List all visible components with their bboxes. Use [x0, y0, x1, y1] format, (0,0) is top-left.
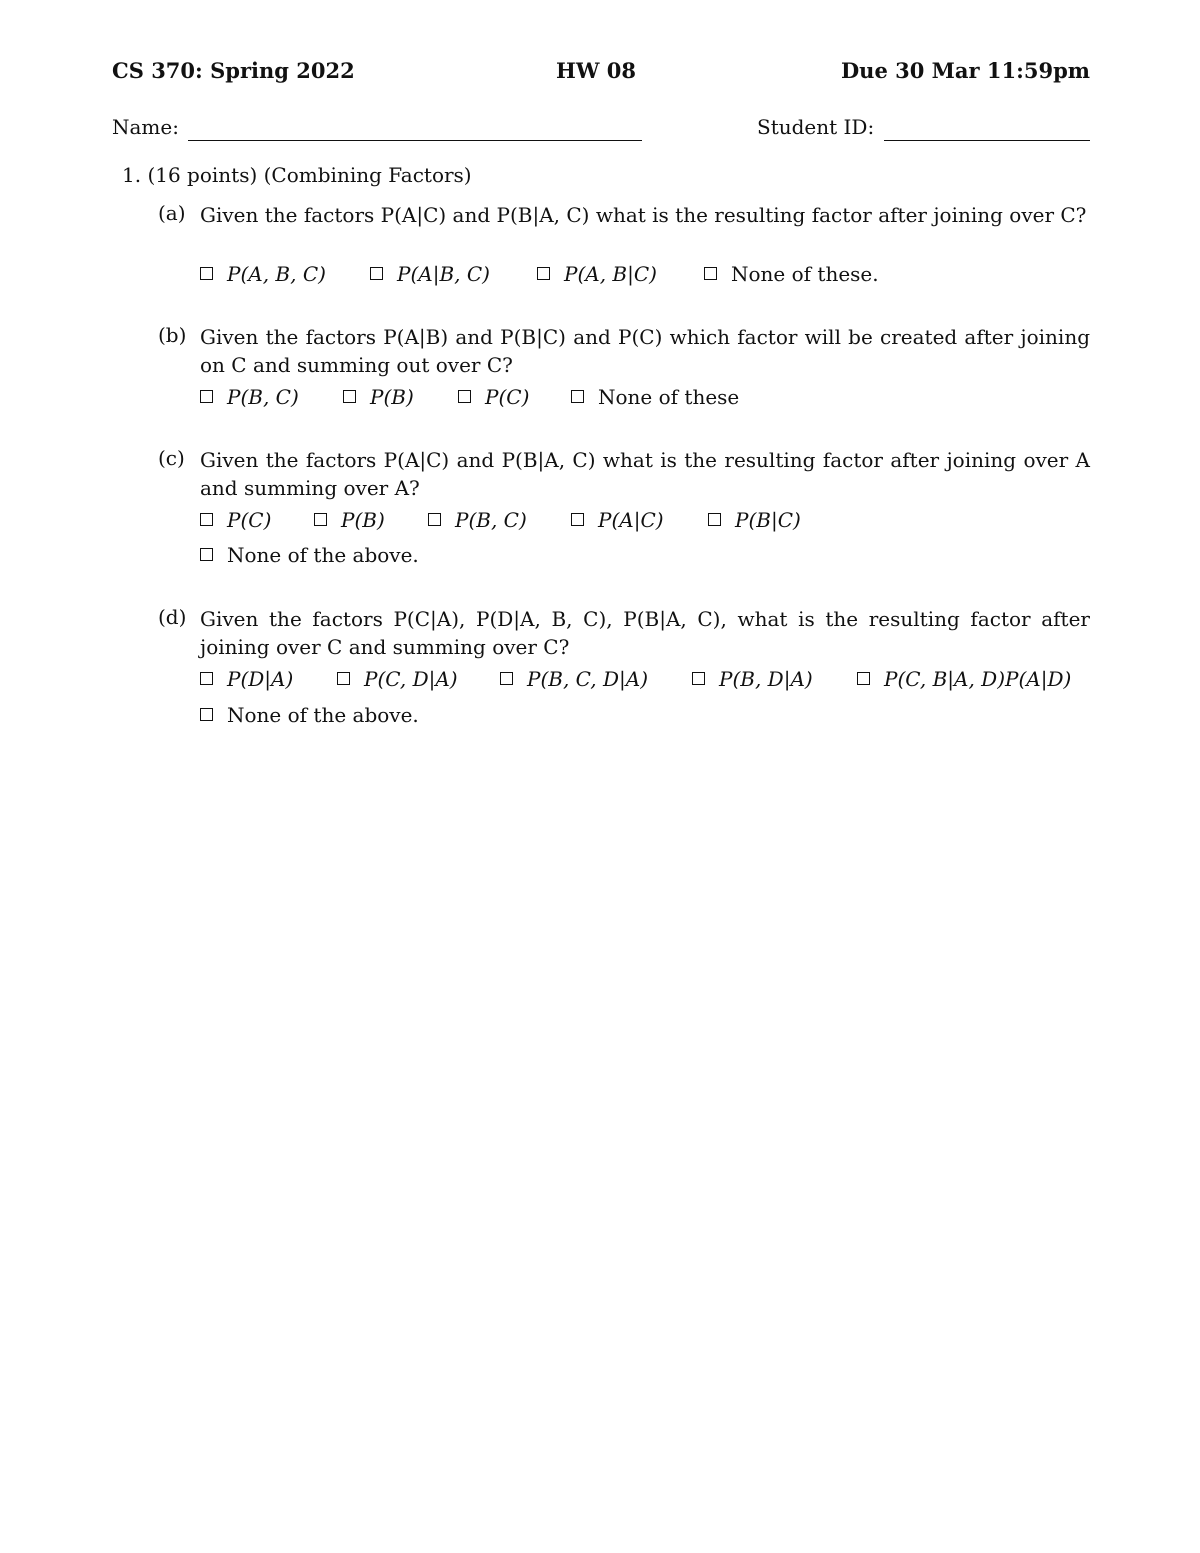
checkbox-icon[interactable] — [537, 267, 550, 280]
checkbox-icon[interactable] — [343, 390, 356, 403]
student-id-label: Student ID: — [757, 115, 875, 139]
part-label: (d) — [158, 605, 187, 629]
checkbox-icon[interactable] — [200, 390, 213, 403]
option-checkbox[interactable] — [200, 385, 299, 409]
checkbox-icon[interactable] — [692, 672, 705, 685]
identity-row — [112, 115, 1090, 147]
checkbox-icon[interactable] — [200, 513, 213, 526]
part-label: (a) — [158, 201, 186, 225]
part-text: Given the factors P(A|C) and P(B|A, C) what is the resulting factor after joining over A and summing over A? — [200, 448, 1090, 500]
part-text: Given the factors P(A|C) and P(B|A, C) what is the resulting factor after joining over C? — [200, 203, 1087, 227]
student-id-field[interactable] — [884, 140, 1090, 141]
option-label: P(B, C) — [227, 385, 299, 409]
option-label: None of these — [598, 385, 740, 409]
part-text: Given the factors P(C|A), P(D|A, B, C), P(B|A, C), what is the resulting factor after joining over C and summing over C? — [200, 607, 1090, 659]
checkbox-icon[interactable] — [500, 672, 513, 685]
option-label: None of the above. — [227, 703, 419, 727]
option-label: P(A|C) — [598, 508, 664, 532]
option-checkbox[interactable] — [537, 262, 657, 286]
option-label: P(C) — [227, 508, 272, 532]
page-header — [112, 58, 1090, 88]
option-checkbox[interactable] — [200, 703, 419, 727]
checkbox-icon[interactable] — [857, 672, 870, 685]
due-date: Due 30 Mar 11:59pm — [840, 58, 1090, 83]
option-checkbox[interactable] — [571, 508, 664, 532]
part-label: (b) — [158, 323, 187, 347]
course-title: CS 370: Spring 2022 — [112, 58, 355, 83]
option-label: P(D|A) — [227, 667, 294, 691]
option-label: P(B, C, D|A) — [527, 667, 648, 691]
part-label: (c) — [158, 446, 185, 470]
option-checkbox[interactable] — [857, 667, 1071, 691]
option-checkbox[interactable] — [200, 543, 419, 567]
checkbox-icon[interactable] — [428, 513, 441, 526]
option-label: P(A, B, C) — [227, 262, 326, 286]
option-checkbox[interactable] — [571, 385, 739, 409]
option-label: P(B, D|A) — [719, 667, 813, 691]
option-checkbox[interactable] — [428, 508, 527, 532]
option-label: None of these. — [731, 262, 879, 286]
checkbox-icon[interactable] — [200, 267, 213, 280]
option-label: P(B|C) — [735, 508, 801, 532]
checkbox-icon[interactable] — [200, 548, 213, 561]
option-label: P(B) — [370, 385, 414, 409]
option-checkbox[interactable] — [337, 667, 458, 691]
option-label: P(A, B|C) — [564, 262, 657, 286]
homework-number: HW 08 — [556, 58, 636, 83]
option-checkbox[interactable] — [692, 667, 813, 691]
option-checkbox[interactable] — [200, 667, 293, 691]
part-text: Given the factors P(A|B) and P(B|C) and P(C) which factor will be created after joining on C and summing out over C? — [200, 325, 1090, 377]
option-checkbox[interactable] — [704, 262, 879, 286]
checkbox-icon[interactable] — [200, 708, 213, 721]
question-title: 1. (16 points) (Combining Factors) — [122, 163, 472, 187]
option-label: None of the above. — [227, 543, 419, 567]
option-label: P(B) — [341, 508, 385, 532]
checkbox-icon[interactable] — [571, 513, 584, 526]
option-label: P(B, C) — [455, 508, 527, 532]
option-checkbox[interactable] — [370, 262, 490, 286]
checkbox-icon[interactable] — [314, 513, 327, 526]
checkbox-icon[interactable] — [370, 267, 383, 280]
option-checkbox[interactable] — [314, 508, 385, 532]
checkbox-icon[interactable] — [200, 672, 213, 685]
checkbox-icon[interactable] — [704, 267, 717, 280]
name-label: Name: — [112, 115, 179, 139]
option-label: P(C, B|A, D)P(A|D) — [884, 667, 1072, 691]
checkbox-icon[interactable] — [571, 390, 584, 403]
checkbox-icon[interactable] — [458, 390, 471, 403]
option-label: P(C, D|A) — [364, 667, 458, 691]
option-checkbox[interactable] — [458, 385, 529, 409]
checkbox-icon[interactable] — [337, 672, 350, 685]
option-checkbox[interactable] — [200, 262, 326, 286]
option-label: P(C) — [485, 385, 530, 409]
option-checkbox[interactable] — [343, 385, 414, 409]
name-field[interactable] — [188, 140, 642, 141]
option-checkbox[interactable] — [200, 508, 271, 532]
option-checkbox[interactable] — [708, 508, 801, 532]
option-checkbox[interactable] — [500, 667, 648, 691]
option-label: P(A|B, C) — [397, 262, 490, 286]
checkbox-icon[interactable] — [708, 513, 721, 526]
